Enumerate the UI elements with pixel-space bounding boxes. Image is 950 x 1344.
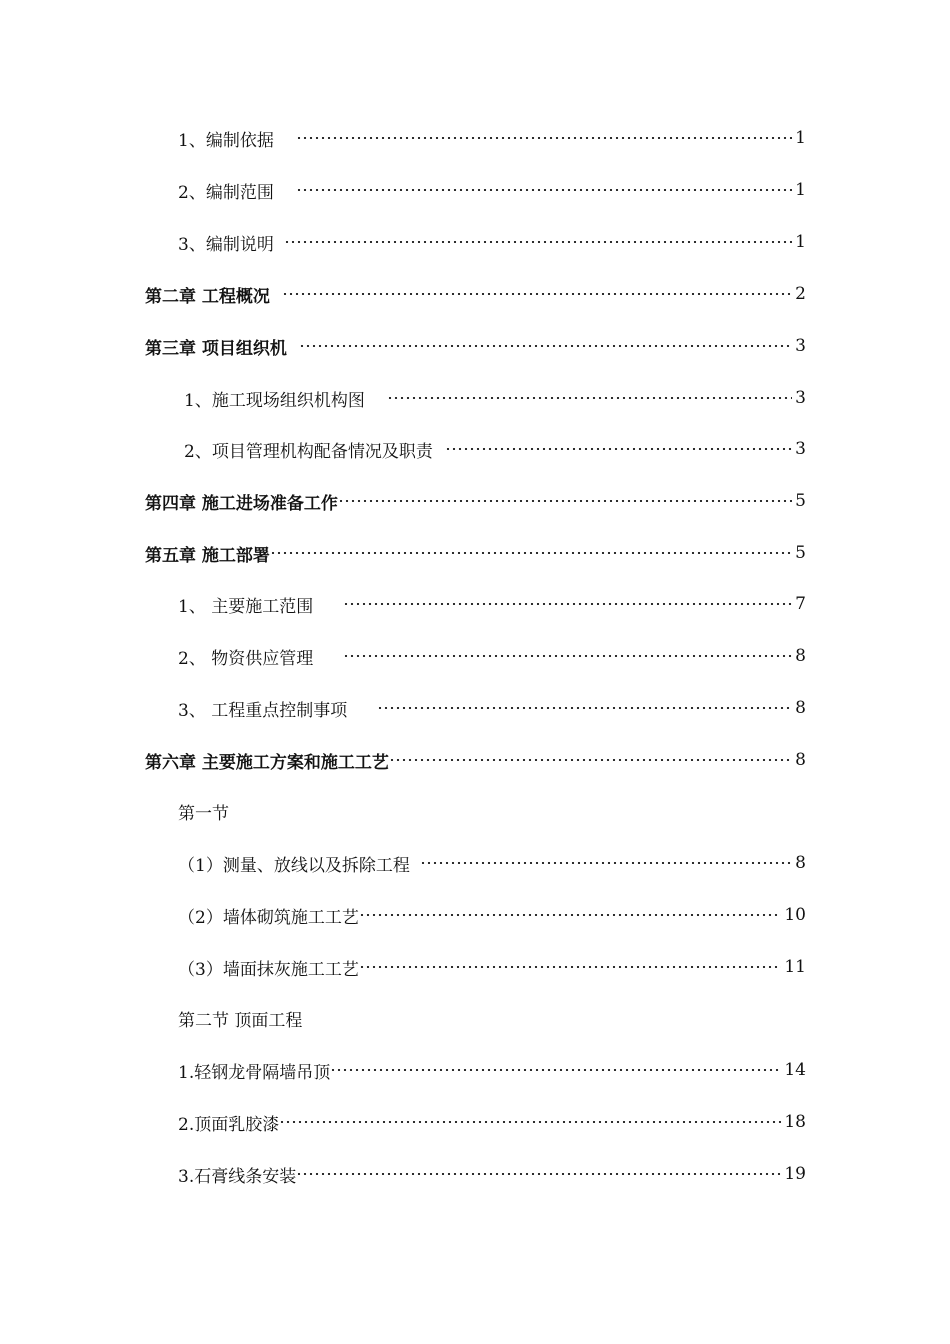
toc-entry-label: 第二节 顶面工程	[178, 1010, 303, 1031]
toc-entry-label: 第四章 施工进场准备工作	[145, 493, 338, 514]
dot-leader	[343, 655, 792, 657]
toc-page-number: 5	[795, 543, 806, 563]
toc-page-number: 18	[784, 1112, 806, 1132]
toc-entry-wall-plaster	[178, 952, 806, 982]
toc-entry-label: 第二章 工程概况	[145, 286, 270, 307]
toc-entry-label: 第五章 施工部署	[145, 545, 270, 566]
toc-page-number: 8	[795, 646, 806, 666]
toc-entry-label: 3.石膏线条安装	[178, 1166, 297, 1187]
dot-leader	[359, 914, 782, 916]
toc-entry-label: 3、 工程重点控制事项	[178, 700, 348, 721]
toc-page-number: 3	[795, 336, 806, 356]
toc-entry-org-chart	[184, 383, 806, 413]
toc-section-1	[178, 796, 229, 826]
toc-entry-label: 2、项目管理机构配备情况及职责	[184, 441, 433, 462]
toc-entry-label: 2、编制范围	[178, 182, 274, 203]
dot-leader	[284, 241, 792, 243]
toc-entry-wall-masonry	[178, 900, 806, 930]
dot-leader	[330, 1069, 781, 1071]
toc-entry-bianzhi-yiju	[178, 123, 806, 153]
dot-leader	[299, 345, 792, 347]
toc-section-2	[178, 1003, 302, 1033]
toc-page-number: 1	[795, 232, 806, 252]
toc-page-number: 3	[795, 439, 806, 459]
dot-leader	[279, 1121, 781, 1123]
toc-page-number: 5	[795, 491, 806, 511]
toc-entry-label: 1、 主要施工范围	[178, 596, 314, 617]
toc-entry-light-steel-ceiling	[178, 1055, 806, 1085]
toc-entry-survey-demolition	[178, 848, 806, 878]
toc-page-number: 8	[795, 750, 806, 770]
toc-entry-label: 第一节	[178, 803, 229, 824]
toc-chapter-4	[145, 486, 806, 516]
toc-chapter-5	[145, 538, 806, 568]
toc-entry-ceiling-latex-paint	[178, 1107, 806, 1137]
dot-leader	[338, 500, 792, 502]
toc-page-number: 1	[795, 180, 806, 200]
toc-entry-label: 1、施工现场组织机构图	[184, 390, 365, 411]
dot-leader	[296, 137, 792, 139]
toc-page-number: 3	[795, 388, 806, 408]
toc-entry-bianzhi-fanwei	[178, 175, 806, 205]
toc-entry-bianzhi-shuoming	[178, 227, 806, 257]
dot-leader	[359, 966, 782, 968]
toc-entry-label: 1.轻钢龙骨隔墙吊顶	[178, 1062, 331, 1083]
toc-page-number: 7	[795, 594, 806, 614]
toc-entry-key-control	[178, 693, 806, 723]
dot-leader	[282, 293, 792, 295]
toc-page-number: 14	[784, 1060, 806, 1080]
toc-page-number: 2	[795, 284, 806, 304]
toc-entry-label: 2、 物资供应管理	[178, 648, 314, 669]
toc-entry-label: 1、编制依据	[178, 130, 274, 151]
toc-entry-label: （2）墙体砌筑施工工艺	[178, 907, 359, 928]
toc-entry-main-scope	[178, 589, 806, 619]
toc-entry-materials-supply	[178, 641, 806, 671]
toc-entry-label: 第三章 项目组织机	[145, 338, 287, 359]
toc-entry-gypsum-molding	[178, 1159, 806, 1189]
toc-entry-label: 3、编制说明	[178, 234, 274, 255]
toc-page-number: 19	[784, 1164, 806, 1184]
toc-page-number: 8	[795, 853, 806, 873]
dot-leader	[296, 1173, 781, 1175]
toc-entry-label: （1）测量、放线以及拆除工程	[178, 855, 410, 876]
dot-leader	[389, 759, 792, 761]
toc-page-number: 1	[795, 128, 806, 148]
toc-entry-label: 第六章 主要施工方案和施工工艺	[145, 752, 389, 773]
toc-entry-label: （3）墙面抹灰施工工艺	[178, 959, 359, 980]
dot-leader	[343, 603, 792, 605]
dot-leader	[270, 552, 792, 554]
toc-page-number: 10	[784, 905, 806, 925]
toc-page-number: 8	[795, 698, 806, 718]
toc-chapter-2	[145, 279, 806, 309]
toc-page-number: 11	[784, 957, 806, 977]
dot-leader	[445, 448, 792, 450]
toc-entry-label: 2.顶面乳胶漆	[178, 1114, 280, 1135]
dot-leader	[420, 862, 792, 864]
toc-entry-management-org	[184, 434, 806, 464]
dot-leader	[387, 397, 792, 399]
dot-leader	[377, 707, 792, 709]
toc-chapter-6	[145, 745, 806, 775]
toc-chapter-3	[145, 331, 806, 361]
dot-leader	[296, 189, 792, 191]
